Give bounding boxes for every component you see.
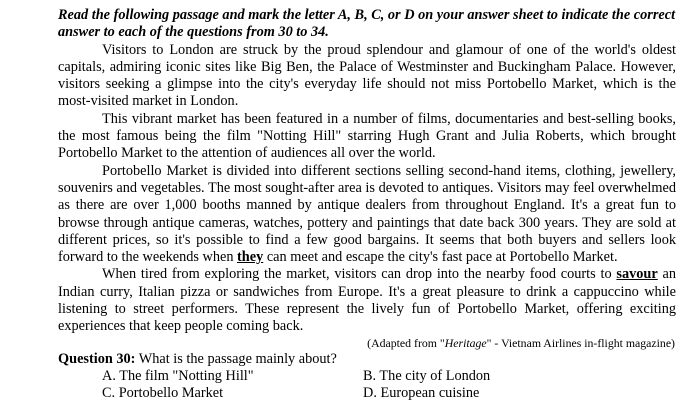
keyword-they: they xyxy=(237,249,264,266)
keyword-savour: savour xyxy=(616,266,658,283)
option-d[interactable] xyxy=(363,385,479,402)
option-c-letter: C xyxy=(102,384,112,401)
option-a-text: . The film "Notting Hill" xyxy=(112,367,254,384)
instruction-text: Read the following passage and mark the letter A, B, C, or D on your answer sheet to indicate the correct answer to each of the questions from 30 to 34. xyxy=(58,7,676,41)
source-title: Heritage xyxy=(444,335,487,350)
question-30 xyxy=(58,351,676,368)
option-d-letter: D xyxy=(363,384,374,401)
passage-paragraph-4 xyxy=(58,266,676,335)
paragraph-3-text-start: Portobello Market is divided into different sections selling second-hand items, clothing, jewellery, souvenirs and vegetables. The most sought-after area is devoted to antiques. Visitors may feel overwhelmed as there are over 1,000 booths manned by antique dealers from throughout England. It's a great fun to browse through antique cameras, watches, pottery and paintings that date back 300 years. They are sold at different prices, so it's possible to find a few good bargains. It seems that both buyers and sellers look forward to the weekends when xyxy=(58,162,676,266)
question-text: What is the passage mainly about? xyxy=(135,350,337,367)
answer-options xyxy=(58,368,676,402)
option-c[interactable] xyxy=(102,385,223,402)
option-a-letter: A xyxy=(102,367,113,384)
question-label: Question 30: xyxy=(58,350,136,367)
option-a[interactable] xyxy=(102,368,254,385)
paragraph-4-text-end: an Indian curry, Italian pizza or sandwiches from Europe. It's a great pleasure to drink a cappuccino while listening to street performers. These represent the lively fun of Portobello Market, offering exciting experiences that keep people coming back. xyxy=(58,266,676,335)
source-prefix: (Adapted from " xyxy=(367,335,445,350)
paragraph-3-text-end: can meet and escape the city's fast pace at Portobello Market. xyxy=(263,249,618,266)
option-b-text: . The city of London xyxy=(372,367,491,384)
source-citation xyxy=(58,336,676,351)
option-b-letter: B xyxy=(363,367,373,384)
option-c-text: . Portobello Market xyxy=(111,384,224,401)
source-suffix: " - Vietnam Airlines in-flight magazine) xyxy=(486,335,675,350)
paragraph-4-text-start: When tired from exploring the market, visitors can drop into the nearby food courts to xyxy=(102,266,617,283)
passage-paragraph-2: This vibrant market has been featured in a number of films, documentaries and best-selling books, the most famous being the film "Notting Hill" starring Hugh Grant and Julia Roberts, which brought Portobello Market to the attention of audiences all over the world. xyxy=(58,110,676,162)
passage-paragraph-1: Visitors to London are struck by the proud splendour and glamour of one of the world's oldest capitals, admiring iconic sites like Big Ben, the Palace of Westminster and Buckingham Palace. However, visitors seeking a glimpse into the city's everyday life should not miss Portobello Market, which is the most-visited market in London. xyxy=(58,41,676,110)
option-d-text: . European cuisine xyxy=(373,384,480,401)
passage-paragraph-3 xyxy=(58,163,676,267)
option-b[interactable] xyxy=(363,368,490,385)
